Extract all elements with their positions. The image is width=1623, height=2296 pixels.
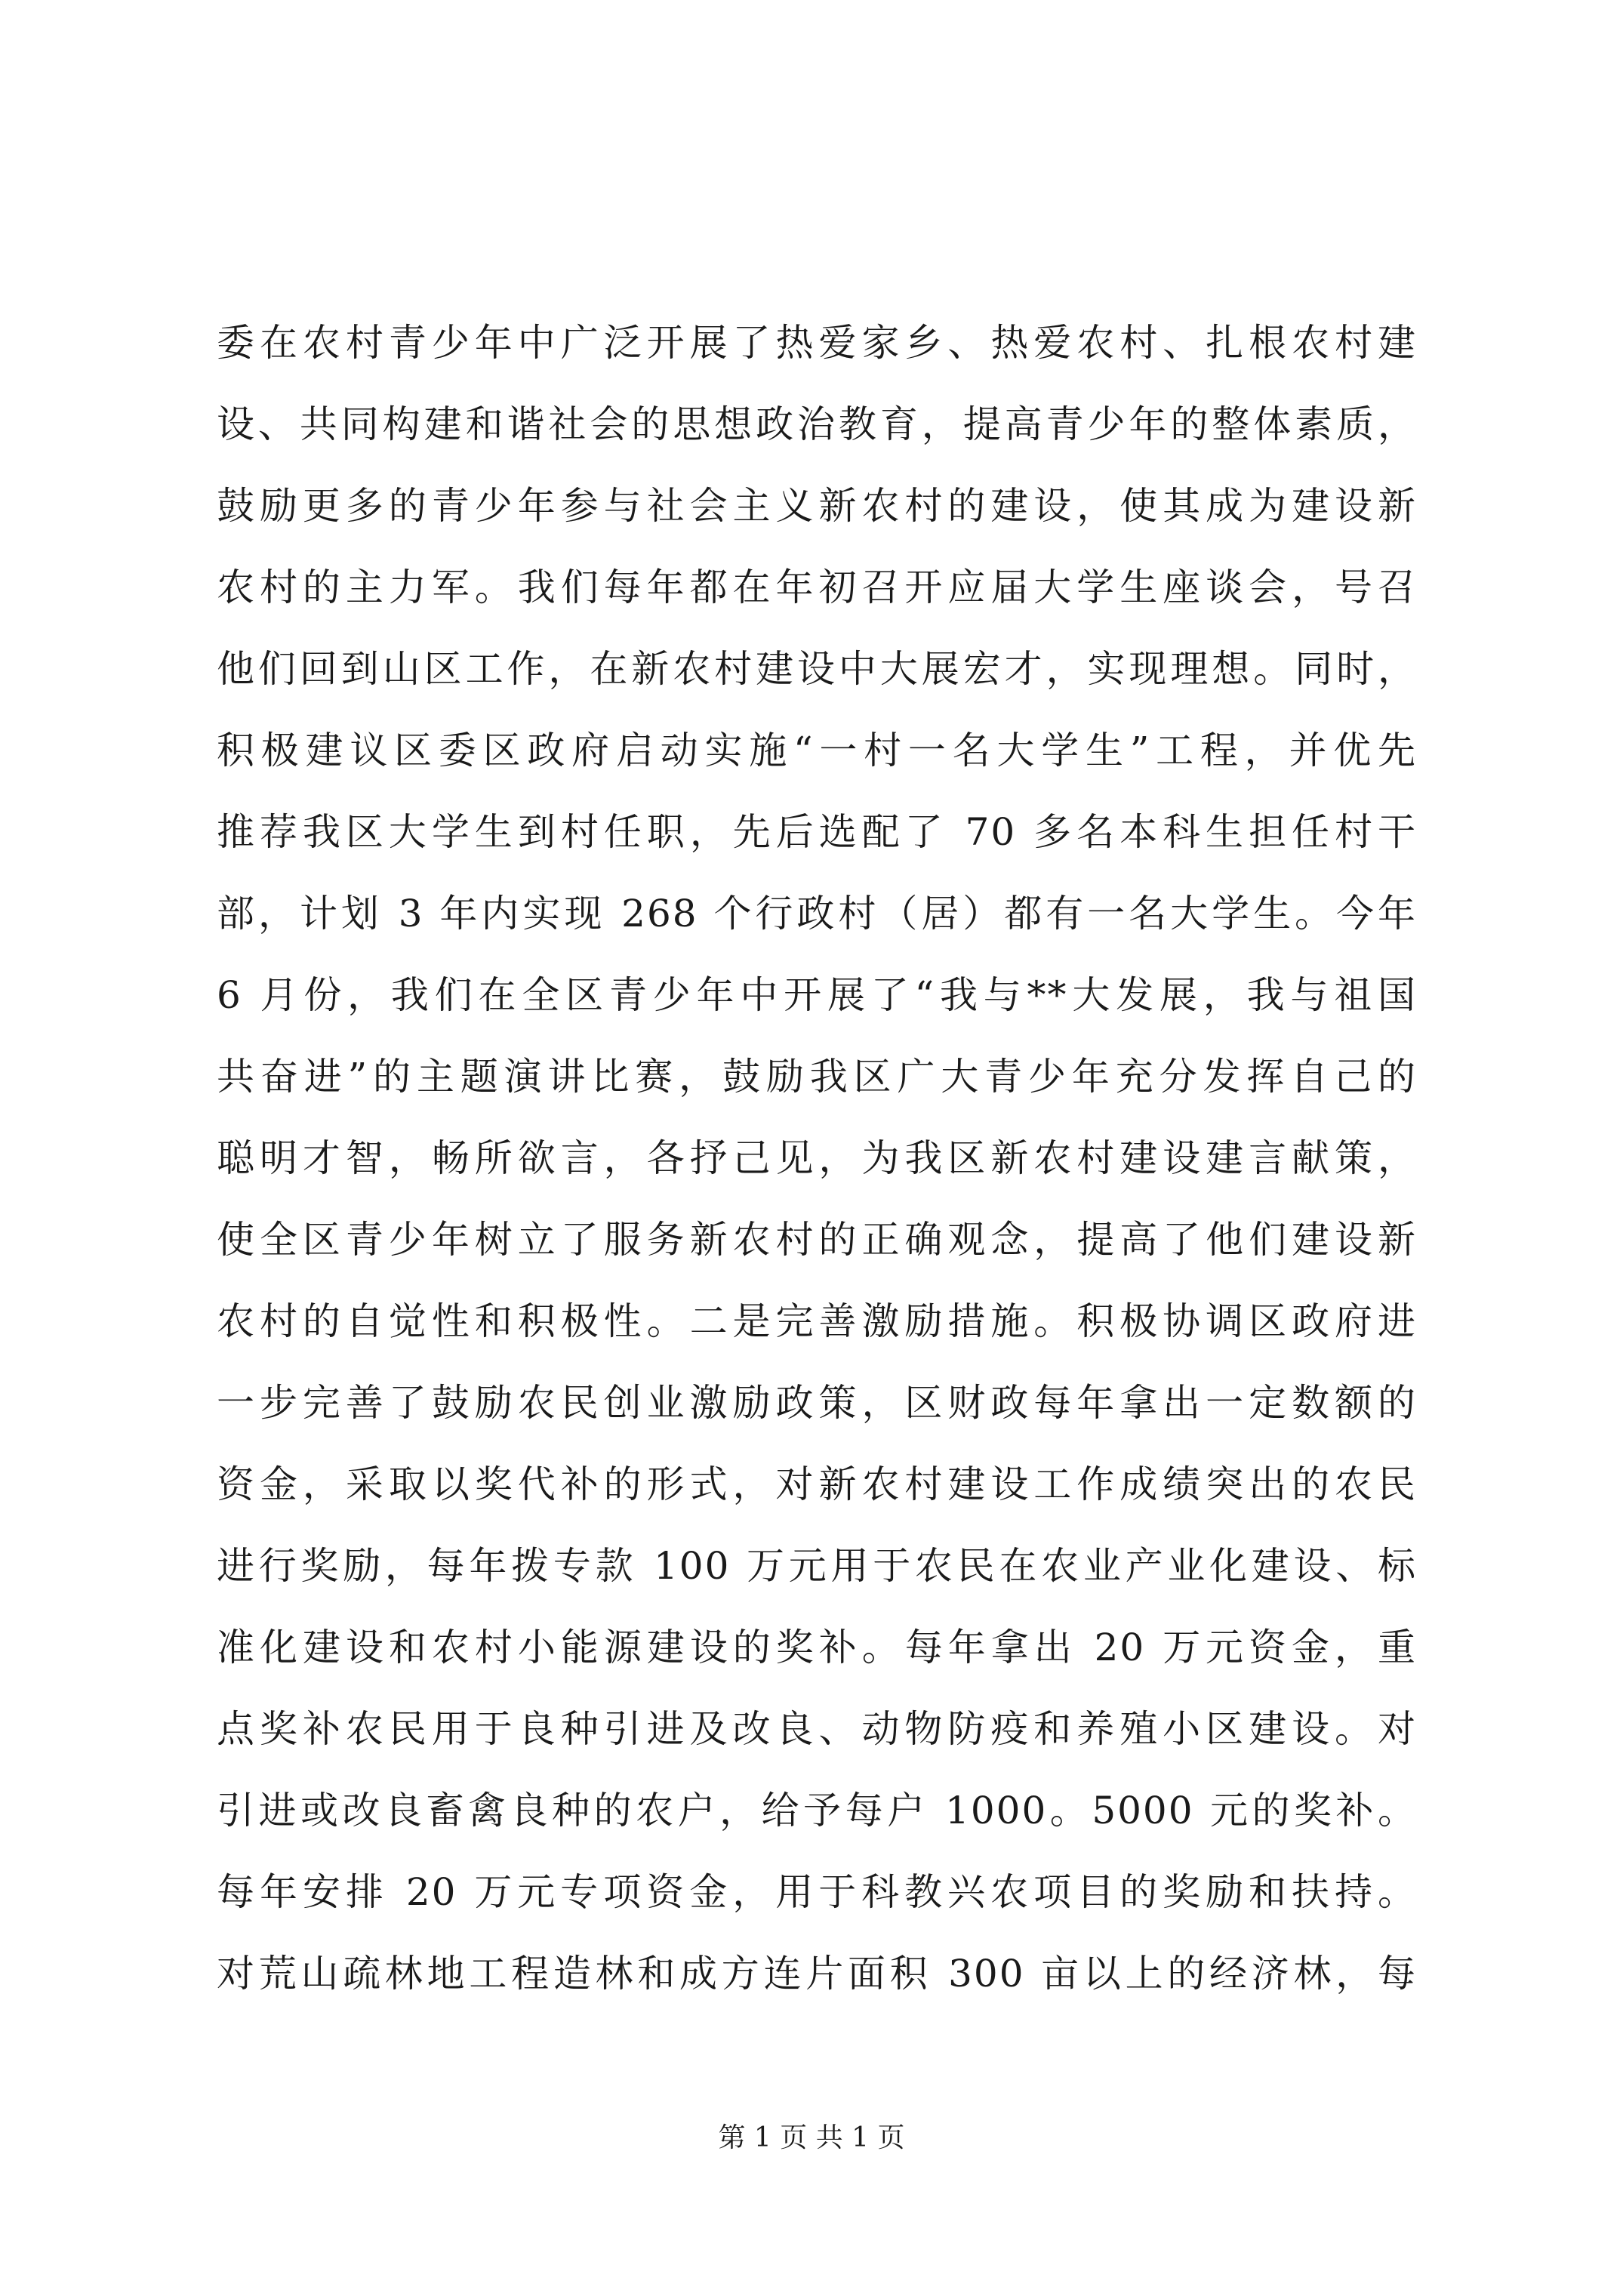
text-line: 资金，采取以奖代补的形式，对新农村建设工作成绩突出的农民 xyxy=(217,1462,1417,1506)
text-line: 每年安排 20 万元专项资金，用于科教兴农项目的奖励和扶持。 xyxy=(217,1870,1417,1914)
text-line: 进行奖励，每年拨专款 100 万元用于农民在农业产业化建设、标 xyxy=(217,1544,1417,1588)
text-line: 他们回到山区工作，在新农村建设中大展宏才，实现理想。同时， xyxy=(217,647,1417,691)
text-line: 鼓励更多的青少年参与社会主义新农村的建设，使其成为建设新 xyxy=(217,484,1417,528)
text-line: 共奋进”的主题演讲比赛，鼓励我区广大青少年充分发挥自己的 xyxy=(217,1055,1417,1099)
text-line: 引进或改良畜禽良种的农户，给予每户 1000。5000 元的奖补。 xyxy=(217,1789,1417,1832)
text-line: 6 月份，我们在全区青少年中开展了“我与**大发展，我与祖国 xyxy=(217,973,1417,1017)
body-text xyxy=(217,302,1417,2014)
text-line: 部，计划 3 年内实现 268 个行政村（居）都有一名大学生。今年 xyxy=(217,892,1417,935)
text-line: 积极建议区委区政府启动实施“一村一名大学生”工程，并优先 xyxy=(217,729,1417,772)
text-line: 聪明才智，畅所欲言，各抒己见，为我区新农村建设建言献策， xyxy=(217,1136,1417,1180)
text-line: 农村的主力军。我们每年都在年初召开应届大学生座谈会，号召 xyxy=(217,566,1417,609)
text-line: 委在农村青少年中广泛开展了热爱家乡、热爱农村、扎根农村建 xyxy=(217,321,1417,365)
text-line: 农村的自觉性和积极性。二是完善激励措施。积极协调区政府进 xyxy=(217,1299,1417,1343)
page-number-label: 第 1 页 共 1 页 xyxy=(718,2122,905,2153)
text-line: 一步完善了鼓励农民创业激励政策，区财政每年拿出一定数额的 xyxy=(217,1381,1417,1425)
text-line: 准化建设和农村小能源建设的奖补。每年拿出 20 万元资金，重 xyxy=(217,1626,1417,1669)
text-line: 对荒山疏林地工程造林和成方连片面积 300 亩以上的经济林，每 xyxy=(217,1952,1417,1996)
text-line: 推荐我区大学生到村任职，先后选配了 70 多名本科生担任村干 xyxy=(217,810,1417,854)
text-line: 使全区青少年树立了服务新农村的正确观念，提高了他们建设新 xyxy=(217,1218,1417,1262)
text-line: 设、共同构建和谐社会的思想政治教育，提高青少年的整体素质， xyxy=(217,402,1417,446)
text-line: 点奖补农民用于良种引进及改良、动物防疫和养殖小区建设。对 xyxy=(217,1707,1417,1751)
page-footer xyxy=(0,2122,1623,2155)
